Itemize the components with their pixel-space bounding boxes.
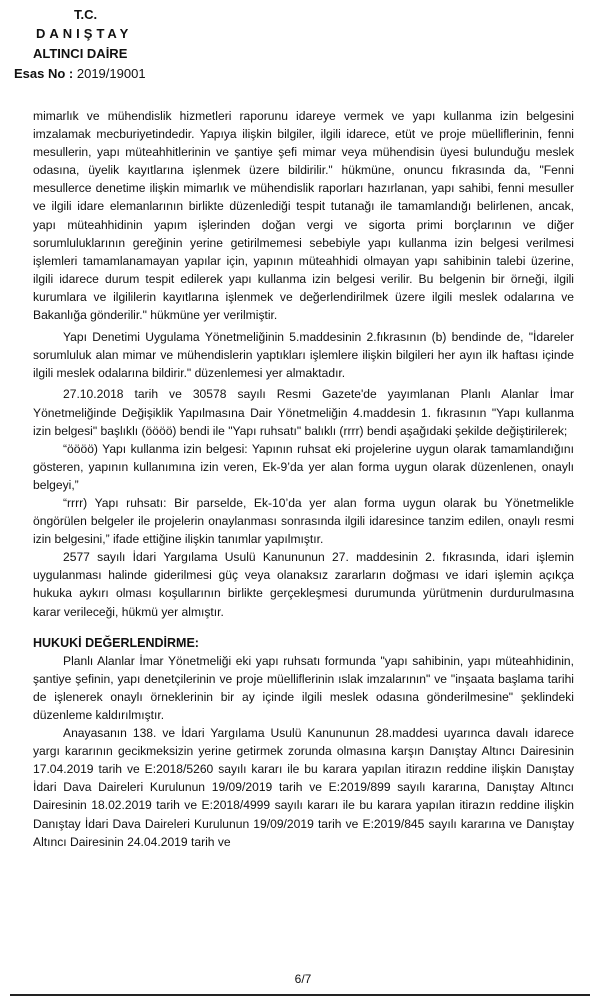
- section-paragraph-1: Planlı Alanlar İmar Yönetmeliği eki yapı ruhsatı formunda "yapı sahibinin, yapı müteahhidinin, şantiye şefinin, yapı denetçilerinin ve proje müelliflerinin ıslak imzalarının" ve "inşaata başlama tarihi de işlenerek onaylı örneklerinin bir ay içinde ilgili meslek odasına gönderilmesine" şeklindeki düzenleme kaldırılmıştır.: [33, 653, 574, 722]
- case-number-value: 2019/19001: [73, 66, 146, 81]
- case-number: [14, 66, 146, 81]
- paragraph-1: mimarlık ve mühendislik hizmetleri raporunu idareye vermek ve yapı kullanma izin belgesini imzalamak mecburiyetindedir. Yapıya ilişkin bilgiler, ilgili idarece, etüt ve proje müelliflerinin, fenni mesullerin, yapı müteahhitlerinin ve şantiye şefi mimar veya mühendisin üyesi bulunduğu meslek odasına, üyelik kayıtlarına işlenmek üzere bildirilir." hükmüne, onuncu fıkrasında da, "Fenni mesullerce denetime ilişkin mimarlık ve mühendislik raporları hazırlanan, yapı sahibi, fenni mesuller ve ilgili idare elemanlarının birlikte düzenlediği tespit tutanağı ile tamamlandığı belirlenen, ancak, yapı müteahhidinin yapım işlerinden doğan vergi ve sigorta primi borçlarının ve diğer sorumluluklarının gereğinin yerine getirilmemesi sebebiyle yapı kullanma izin belgesi verilmesi işlemleri tamamlanamayan yapılar için, yapının müteahhidi olmayan yapı sahibinin talebi üzerine, ilgili idarece durum tespit edilerek yapı kullanma izin belgesi verilir. Bu belgenin bir örneği, ilgili kurumlara ve ilgililerin kayıtlarına işlenmek ve değerlendirilmek üzere ilgili meslek odalarına ve Bakanlığa gönderilir." hükmüne yer verilmiştir.: [33, 109, 574, 323]
- document-body: [33, 107, 574, 851]
- header-tc: T.C.: [74, 7, 98, 22]
- footer-rule: [10, 994, 590, 996]
- case-number-label: Esas No :: [14, 66, 74, 81]
- header-chamber: ALTINCI DAİRE: [33, 46, 128, 61]
- paragraph-5: “rrrr) Yapı ruhsatı: Bir parselde, Ek-10’da yer alan forma uygun olarak bu Yönetmelikle öngörülen belgeler ile projelerin onaylanması sonrasında ilgili idaresince tanzim edilen, onaylı resmi izin belgesini,” ifade ettiğine ilişkin tanımlar yapılmıştır.: [33, 495, 574, 547]
- paragraph-2: Yapı Denetimi Uygulama Yönetmeliğinin 5.maddesinin 2.fıkrasının (b) bendinde de, "İdareler sorumluluk alan mimar ve mühendislerin yaptıkları işlemlere ilişkin bilgileri her ayın ilk haftası içinde ilgili meslek odalarına bildirir." düzenlemesi yer almaktadır.: [33, 330, 574, 381]
- section-heading: HUKUKİ DEĞERLENDİRME:: [33, 635, 199, 650]
- paragraph-3: 27.10.2018 tarih ve 30578 sayılı Resmi Gazete'de yayımlanan Planlı Alanlar İmar Yönetmeliğinde Değişiklik Yapılmasına Dair Yönetmeliğin 4.maddesin 1. fıkrasının "Yapı kullanma izin belgesi" başlıklı (öööö) bendi ile "Yapı ruhsatı" balıklı (rrrr) bendi aşağıdaki şekilde değiştirilerek;: [33, 387, 574, 438]
- header-court-name: DANIŞTAY: [36, 26, 133, 41]
- page-number: 6/7: [294, 972, 312, 986]
- paragraph-4: “öööö) Yapı kullanma izin belgesi: Yapının ruhsat eki projelerine uygun olarak tamamlandığını gösteren, yapının kullanımına izin veren, Ek-9’da yer alan forma uygun olarak düzenlenen, onaylı belgeyi,”: [33, 441, 574, 492]
- paragraph-6: 2577 sayılı İdari Yargılama Usulü Kanununun 27. maddesinin 2. fıkrasında, idari işlemin uygulanması halinde giderilmesi güç veya olanaksız zararların doğması ve idari işlemin açıkça hukuka aykırı olması koşullarının birlikte gerçekleşmesi durumunda yürütmenin durdurulmasına karar verileceği, hükmü yer almıştır.: [33, 550, 574, 619]
- section-paragraph-2: Anayasanın 138. ve İdari Yargılama Usulü Kanununun 28.maddesi uyarınca davalı idarece yargı kararının gecikmeksizin yerine getirmek zorunda olmasına karşın Danıştay Altıncı Dairesinin 17.04.2019 tarih ve E:2018/5260 sayılı kararı ile bu karara yapılan itirazın reddine ilişkin Danıştay İdari Dava Daireleri Kurulunun 19/09/2019 tarih ve E:2019/899 sayılı kararına, Danıştay Altıncı Dairesinin 18.02.2019 tarih ve E:2018/4999 sayılı kararı ile bu karara yapılan itirazın reddine ilişkin Danıştay İdari Dava Daireleri Kurulunun 19/09/2019 tarih ve E:2019/845 sayılı kararına ve Danıştay Altıncı Dairesinin 24.04.2019 tarih ve: [33, 726, 574, 849]
